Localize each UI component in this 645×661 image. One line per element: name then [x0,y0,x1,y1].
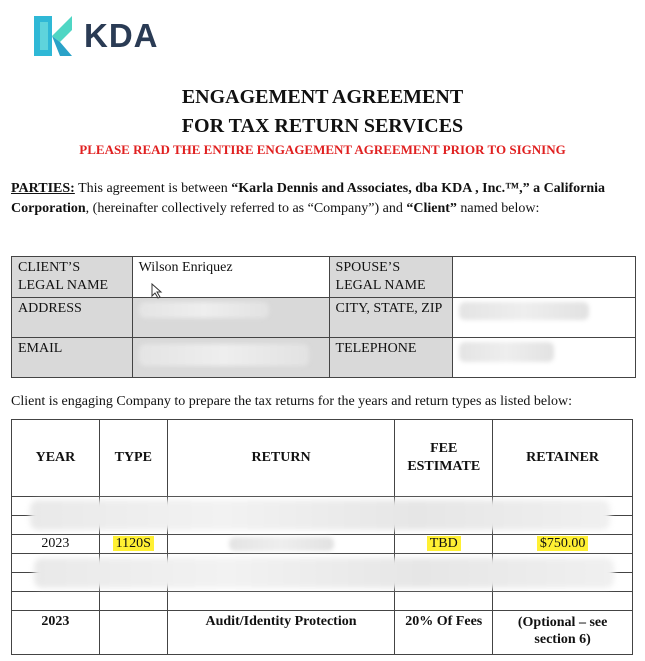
telephone-value-cell[interactable] [453,338,636,378]
return-header: RETURN [167,420,395,497]
city-label-cell [329,298,453,338]
audit-fee: 20% Of Fees [395,611,493,655]
spouse-label-line1: SPOUSE’S [335,260,401,275]
client-name-value-cell[interactable] [132,257,329,298]
row-fee: TBD [427,536,461,551]
fee-header-line2: ESTIMATE [407,459,481,474]
parties-text-2: , (hereinafter collectively referred to as “Company”) and [85,201,407,216]
fee-estimate-header [395,420,493,497]
audit-retainer [493,611,633,655]
document-title-line1: ENGAGEMENT AGREEMENT [181,86,464,108]
spouse-label-line2: LEGAL NAME [335,278,426,293]
row-year: 2023 [12,535,100,554]
row-type: 1120S [113,536,154,551]
audit-year: 2023 [12,611,100,655]
address-label-cell [12,298,133,338]
engagement-intro: Client is engaging Company to prepare the tax returns for the years and return types as listed below: [11,394,573,409]
redacted-city [459,302,589,320]
client-label-line2: LEGAL NAME [18,278,109,293]
table-row-audit [12,611,633,655]
retainer-header: RETAINER [493,420,633,497]
document-title-line2: FOR TAX RETURN SERVICES [181,115,464,137]
parties-text-1: This agreement is between [74,181,232,196]
client-label-line1: CLIENT’S [18,260,81,275]
email-value-cell[interactable] [132,338,329,378]
email-label-cell [12,338,133,378]
telephone-label-cell [329,338,453,378]
table-row-2023-1120s [12,535,633,554]
client-name-label-cell [12,257,133,298]
row-retainer: $750.00 [537,536,589,551]
table-row [12,592,633,611]
kda-logo-mark-icon [30,12,78,60]
email-label: EMAIL [18,341,63,356]
redacted-address [139,302,269,318]
address-value-cell[interactable] [132,298,329,338]
mouse-cursor-icon [151,283,163,299]
redaction-overlay-top [30,500,610,530]
fee-header-line1: FEE [430,441,458,456]
parties-company: “Karla Dennis and Associates, dba KDA , Inc.™,” a California Corporation [11,181,606,216]
spouse-name-value-cell[interactable] [453,257,636,298]
spouse-name-label-cell [329,257,453,298]
redacted-return [229,537,334,551]
audit-retainer-line2: section 6) [534,632,591,647]
parties-text-3: named below: [456,201,540,216]
client-info-table [11,256,636,378]
type-header: TYPE [99,420,167,497]
year-header: YEAR [12,420,100,497]
client-name-value: Wilson Enriquez [138,260,233,275]
audit-return: Audit/Identity Protection [167,611,395,655]
telephone-label: TELEPHONE [335,341,417,356]
redaction-overlay-bottom [34,558,614,588]
redacted-telephone [459,342,554,362]
tax-returns-table [11,419,633,655]
signing-warning: PLEASE READ THE ENTIRE ENGAGEMENT AGREEMENT PRIOR TO SIGNING [79,142,566,157]
parties-label: PARTIES: [11,181,75,196]
redacted-email [139,344,309,366]
city-label: CITY, STATE, ZIP [335,301,443,316]
audit-retainer-line1: (Optional – see [517,615,608,630]
address-label: ADDRESS [18,301,82,316]
parties-paragraph [11,179,636,219]
city-value-cell[interactable] [453,298,636,338]
parties-client: “Client” [406,201,457,216]
kda-logo [30,12,159,60]
brand-name: KDA [84,17,159,54]
